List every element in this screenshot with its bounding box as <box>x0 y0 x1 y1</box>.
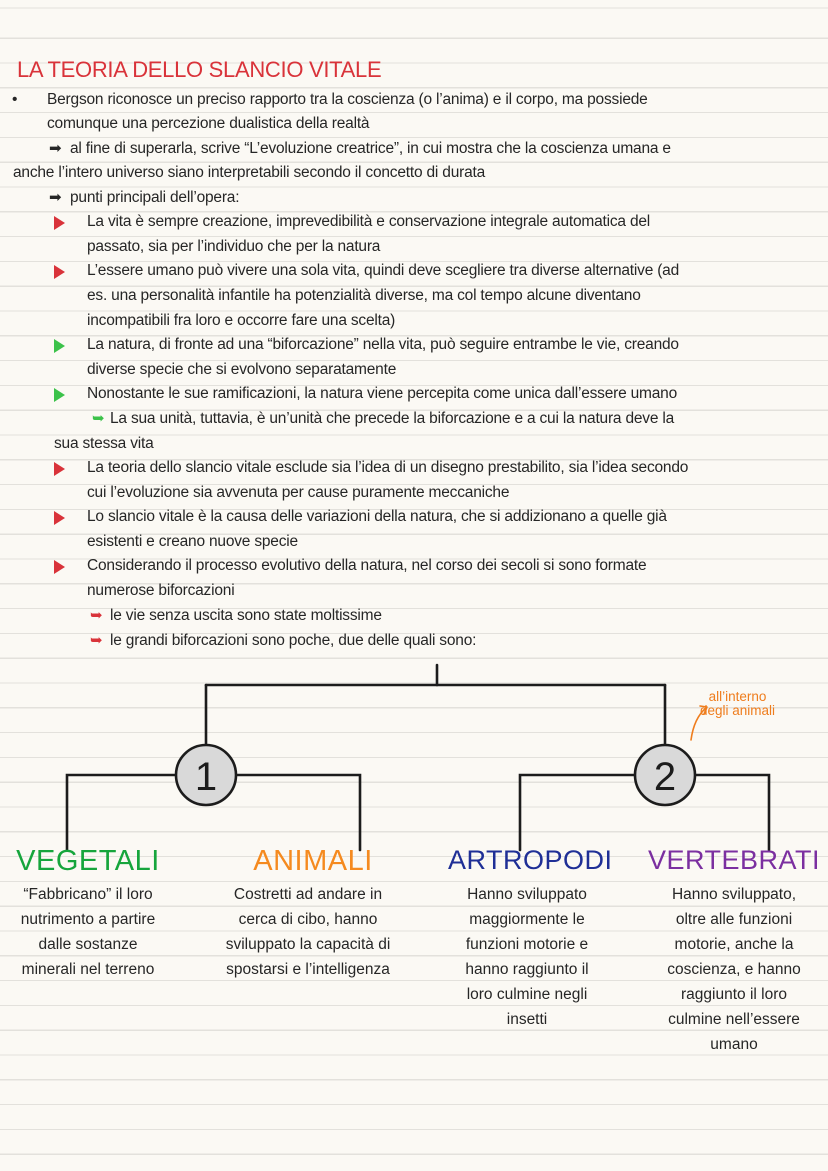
desc-line: Hanno sviluppato <box>467 886 587 903</box>
sub-line-1: le vie senza uscita sono state moltissime <box>110 607 382 624</box>
unita-line-2: sua stessa vita <box>54 435 154 452</box>
point-2-line-3: incompatibili fra loro e occorre fare una scelta) <box>87 312 396 329</box>
category-animali: ANIMALI <box>253 845 373 877</box>
desc-line: dalle sostanze <box>38 936 138 953</box>
artropodi-description <box>446 882 608 1032</box>
desc-line: funzioni motorie e <box>465 936 589 953</box>
superarla-line-1: al fine di superarla, scrive “L’evoluzione creatrice”, in cui mostra che la coscienza umana e <box>70 140 671 157</box>
point-1-line-2: passato, sia per l’individuo che per la natura <box>87 238 381 255</box>
desc-line: motorie, anche la <box>674 936 794 953</box>
category-vegetali: VEGETALI <box>16 845 160 877</box>
category-artropodi: ARTROPODI <box>448 845 613 875</box>
red-curved-arrow-icon: ➥ <box>90 632 103 649</box>
desc-line: maggiormente le <box>469 911 585 928</box>
desc-line: minerali nel terreno <box>21 961 155 978</box>
animali-description <box>204 882 412 982</box>
node-2-label: 2 <box>653 755 677 799</box>
unita-line-1: La sua unità, tuttavia, è un’unità che precede la biforcazione e a cui la natura deve la <box>110 410 675 427</box>
point-7-line-2: numerose biforcazioni <box>87 582 235 599</box>
arrow-right-icon: ➡ <box>49 140 62 157</box>
vertebrati-description <box>652 882 816 1057</box>
point-6-line-2: esistenti e creano nuove specie <box>87 533 298 550</box>
superarla-line-2: anche l’intero universo siano interpretabili secondo il concetto di durata <box>13 164 486 181</box>
point-4-line-1: Nonostante le sue ramificazioni, la natura viene percepita come unica dall’essere umano <box>87 385 678 402</box>
desc-line: culmine nell’essere <box>668 1011 800 1028</box>
desc-line: nutrimento a partire <box>20 911 156 928</box>
point-2-line-2: es. una personalità infantile ha potenzialità diverse, ma col tempo alcune diventano <box>87 287 641 304</box>
desc-line: spostarsi e l’intelligenza <box>226 961 390 978</box>
point-5-line-1: La teoria dello slancio vitale esclude sia l’idea di un disegno prestabilito, sia l’idea secondo <box>87 459 689 476</box>
desc-line: Hanno sviluppato, <box>671 886 797 903</box>
desc-line: “Fabbricano” il loro <box>23 886 153 903</box>
point-3-line-2: diverse specie che si evolvono separatamente <box>87 361 397 378</box>
desc-line: coscienza, e hanno <box>667 961 801 978</box>
desc-line: cerca di cibo, hanno <box>238 911 378 928</box>
diagram-branch-1 <box>67 775 175 850</box>
arrow-right-icon: ➡ <box>49 189 62 206</box>
point-1-line-1: La vita è sempre creazione, imprevedibilità e conservazione integrale automatica del <box>87 213 651 230</box>
point-3-line-1: La natura, di fronte ad una “biforcazione” nella vita, può seguire entrambe le vie, creando <box>87 336 679 353</box>
category-vertebrati: VERTEBRATI <box>648 845 821 875</box>
point-5-line-2: cui l’evoluzione sia avvenuta per cause puramente meccaniche <box>87 484 510 501</box>
note-line-1: all’interno <box>708 689 767 704</box>
desc-line: raggiunto il loro <box>681 986 787 1003</box>
diagram-branch-2 <box>520 775 634 850</box>
page-title: LA TEORIA DELLO SLANCIO VITALE <box>17 57 382 82</box>
green-curved-arrow-icon: ➥ <box>92 410 105 427</box>
intro-line-1: Bergson riconosce un preciso rapporto tra la coscienza (o l’anima) e il corpo, ma possiede <box>47 91 648 108</box>
bullet-dot: • <box>12 91 18 108</box>
point-6-line-1: Lo slancio vitale è la causa delle variazioni della natura, che si addizionano a quelle già <box>87 508 667 525</box>
vegetali-description <box>0 882 176 982</box>
node-1-label: 1 <box>194 755 218 799</box>
desc-line: hanno raggiunto il <box>465 961 589 978</box>
desc-line: umano <box>710 1036 758 1053</box>
diagram-branch-1b <box>237 775 360 850</box>
desc-line: oltre alle funzioni <box>675 911 793 928</box>
desc-line: insetti <box>506 1011 548 1028</box>
desc-line: sviluppato la capacità di <box>225 936 391 953</box>
red-curved-arrow-icon: ➥ <box>90 607 103 624</box>
diagram-branch-2b <box>696 775 769 850</box>
note-line-2: degli animali <box>700 703 776 718</box>
intro-line-2: comunque una percezione dualistica della realtà <box>47 115 370 132</box>
sub-line-2: le grandi biforcazioni sono poche, due delle quali sono: <box>110 632 477 649</box>
point-2-line-1: L’essere umano può vivere una sola vita, quindi deve scegliere tra diverse alternative (ad <box>87 262 680 279</box>
desc-line: Costretti ad andare in <box>233 886 383 903</box>
punti-label: punti principali dell’opera: <box>70 189 240 206</box>
point-7-line-1: Considerando il processo evolutivo della natura, nel corso dei secoli si sono formate <box>87 557 647 574</box>
desc-line: loro culmine negli <box>466 986 588 1003</box>
note-annotation <box>700 690 775 718</box>
